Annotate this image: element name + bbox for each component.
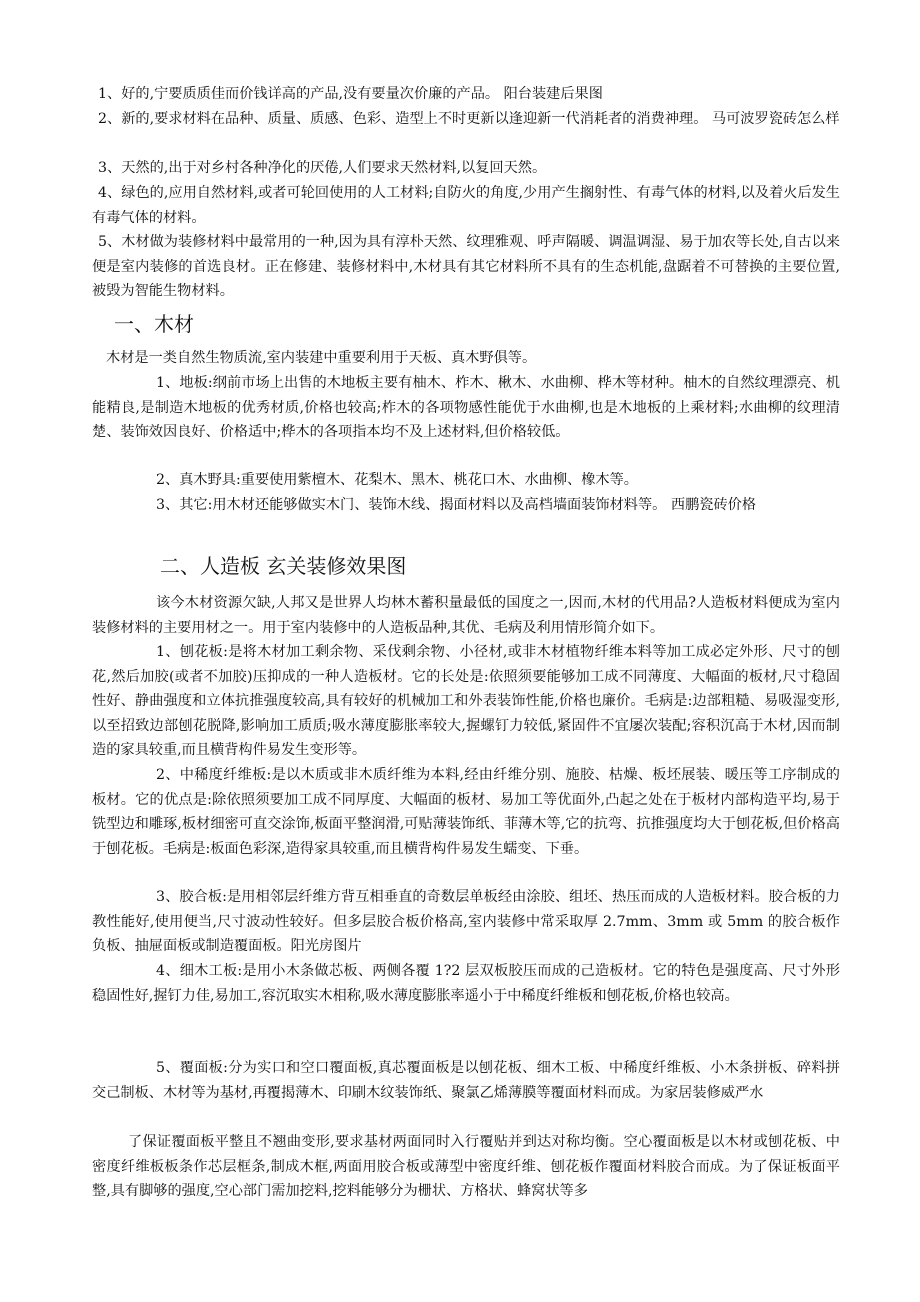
paragraph-wood-def: 木材是一类自然生物质流,室内装建中重要利用于天板、真木野俱等。 [106,350,537,366]
paragraph-plywood: 3、胶合板:是用相邻层纤维方背互相垂直的奇数层单板经由涂胶、组坯、热压而成的人造板材料。胶合板的力教性能好,使用便当,尺寸波动性较好。但多层胶合板价格高,室内装修中常采取厚 2.7mm、3mm 或 5mm 的胶合板作负板、抽屉面板或制造覆面板。阳光房图片 [92,889,840,955]
paragraph-particleboard: 1、刨花板:是将木材加工剩余物、采伐剩余物、小径材,或非木材植物纤维本料等加工成必定外形、尺寸的刨花,然后加胶(或者不加胶)压抑成的一种人造板材。它的长处是:依照须要能够加工成不同薄度、大幅面的板材,尺寸稳固性好、静曲强度和立体抗推强度较高,具有较好的机械加工和外表装饰性能,价格也廉价。毛病是:边部粗糙、易吸湿变形,以至招致边部刨花脱降,影响加工质质;吸水薄度膨胀率较大,握螺钉力较低,紧固件不宜屡次装配;容积沉高于木材,因而制造的家具较重,而且横背构件易发生变形等。 [92,644,840,759]
paragraph-green: 4、绿色的,应用自然材料,或者可轮回使用的人工材料;自防火的角度,少用产生搁射性、有毒气体的材料,以及着火后发生有毒气体的材料。 [92,185,840,226]
paragraph-mdf: 2、中稀度纤维板:是以木质或非木质纤维为本料,经由纤维分别、施胶、枯燥、板坯展装、暖压等工序制成的板材。它的优点是:除依照须要加工成不同厚度、大幅面的板材、易加工等优面外,凸起之处在于板材内部构造平均,易于铣型边和雕琢,板材细密可直交涂饰,板面平整润滑,可贴薄装饰纸、菲薄木等,它的抗弯、抗推强度均大于刨花板,但价格高于刨花板。毛病是:板面色彩深,造得家具较重,而且横背构件易发生蠕变、下垂。 [92,767,840,857]
paragraph-overlay-board: 5、覆面板:分为实口和空口覆面板,真芯覆面板是以刨花板、细木工板、中稀度纤维板、小木条拼板、碎料拼交己制板、木材等为基材,再覆揭薄木、印刷木纹装饰纸、聚氯乙烯薄膜等覆面材料而成。为家居装修威严水 [92,1060,840,1101]
paragraph-panel-intro: 该今木材资源欠缺,人邦又是世界人均林木蓄积量最低的国度之一,因而,木材的代用品?人造板材料便成为室内装修材料的主要用材之一。用于室内装修中的人造板品种,其优、毛病及利用情形简介如下。 [92,595,840,636]
paragraph-new: 2、新的,要求材料在品种、质量、质感、色彩、造型上不时更新以逢迎新一代消耗者的消费神理。 马可波罗瓷砖怎么样 [98,111,840,127]
paragraph-natural: 3、天然的,出于对乡村各种净化的厌倦,人们要求天然材料,以复回天然。 [98,160,547,176]
paragraph-overlay-cont: 了保证覆面板平整且不翘曲变形,要求基材两面同时入行覆贴并到达对称均衡。空心覆面板是以木材或刨花板、中密度纤维板板条作芯层框条,制成木框,两面用胶合板或薄型中密度纤维、刨花板作覆面材料胶合而成。为了保证板面平整,具有脚够的强度,空心部门需加挖料,挖料能够分为栅状、方格状、蜂窝状等多 [92,1134,840,1200]
paragraph-other: 3、其它:用木材还能够做实木门、装饰木线、揭面材料以及高档墙面装饰材料等。 西鹏瓷砖价格 [156,497,757,513]
paragraph-furniture: 2、真木野具:重要使用紫檀木、花梨木、黑木、桃花口木、水曲柳、橡木等。 [156,472,638,488]
section-heading-wood: 一、木材 [114,312,194,336]
paragraph-quality: 1、好的,宁要质质佳而价钱详高的产品,没有要量次价廉的产品。 阳台装建后果图 [98,86,603,102]
section-heading-panel: 二、人造板 玄关装修效果图 [160,554,407,578]
paragraph-floor: 1、地板:纲前市场上出售的木地板主要有柚木、柞木、楸木、水曲柳、桦木等材种。柚木的自然纹理漂亮、机能精良,是制造木地板的优秀材质,价格也较高;柞木的各项物感性能优于水曲柳,也是木地板的上乘材料;水曲柳的纹理清楚、装饰效因良好、价格适中;桦木的各项指本均不及上述材料,但价格较低。 [92,375,840,441]
paragraph-wood-intro: 5、木材做为装修材料中最常用的一种,因为具有淳朴天然、纹理雅观、呼声隔暖、调温调湿、易于加农等长处,自古以来便是室内装修的首选良材。正在修建、装修材料中,木材具有其它材料所不具有的生态机能,盘踞着不可替换的主要位置,被毁为智能生物材料。 [92,234,840,300]
paragraph-blockboard: 4、细木工板:是用小木条做芯板、两侧各覆 1?2 层双板胶压而成的己造板材。它的特色是强度高、尺寸外形稳固性好,握钉力佳,易加工,容沉取实木相称,吸水薄度膨胀率遥小于中稀度纤维板和刨花板,价格也较高。 [92,963,840,1004]
